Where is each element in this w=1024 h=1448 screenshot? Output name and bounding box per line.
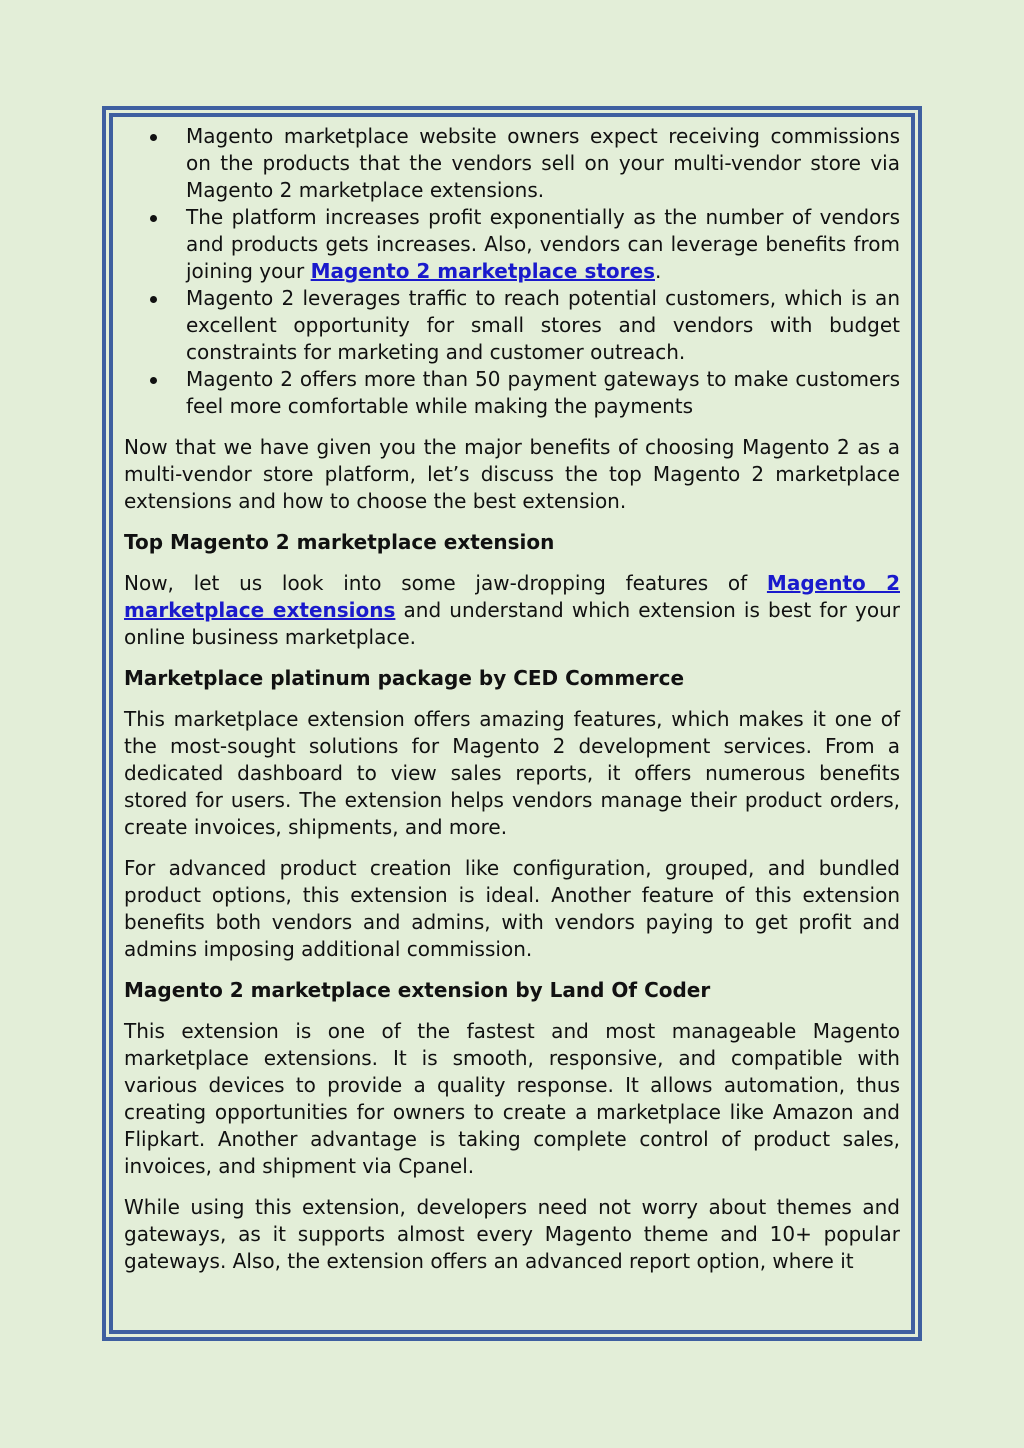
list-item-text: Magento 2 offers more than 50 payment gateways to make customers feel more comfortable while making the payments: [186, 367, 900, 418]
marketplace-extensions-link[interactable]: Magento 2 marketplace extensions: [124, 571, 900, 622]
section-heading: Magento 2 marketplace extension by Land Of Coder: [124, 978, 711, 1002]
section-heading: Marketplace platinum package by CED Commerce: [124, 666, 685, 690]
section-paragraph: While using this extension, developers need not worry about themes and gateways, as it supports almost every Magento theme and 10+ popular gateways. Also, the extension offers an advanced report option, where it: [124, 1195, 900, 1273]
list-item-text-end: .: [654, 259, 662, 283]
bullet-icon: [150, 215, 157, 222]
section-paragraph: This extension is one of the fastest and most manageable Magento marketplace extensions. It is smooth, responsive, and compatible with various devices to provide a quality response. It allows automation, thus creating opportunities for owners to create a marketplace like Amazon and Flipkart. Another advantage is taking complete control of product sales, invoices, and shipment via Cpanel.: [124, 1019, 900, 1178]
section-heading: Top Magento 2 marketplace extension: [124, 530, 555, 554]
list-item: [186, 285, 900, 366]
section-paragraph: This marketplace extension offers amazing features, which makes it one of the most-sought solutions for Magento 2 development services. From a dedicated dashboard to view sales reports, it offers numerous benefits stored for users. The extension helps vendors manage their product orders, create invoices, shipments, and more.: [124, 707, 900, 839]
benefits-list: [124, 123, 900, 420]
section-paragraph: For advanced product creation like configuration, grouped, and bundled product options, this extension is ideal. Another feature of this extension benefits both vendors and admins, with vendors paying to get profit and admins imposing additional commission.: [124, 856, 900, 961]
paragraph-text: Now, let us look into some jaw-dropping features of: [124, 571, 767, 595]
list-item-text: The platform increases profit exponentially as the number of vendors and products gets increases. Also, vendors can leverage benefits from joining your: [186, 205, 900, 283]
section-paragraph: [124, 570, 900, 651]
intro-paragraph: Now that we have given you the major benefits of choosing Magento 2 as a multi-vendor store platform, let’s discuss the top Magento 2 marketplace extensions and how to choose the best extension.: [124, 435, 900, 513]
paragraph-text-end: and understand which extension is best for your online business marketplace.: [124, 598, 901, 649]
marketplace-stores-link[interactable]: Magento 2 marketplace stores: [310, 259, 655, 283]
list-item-text: Magento 2 leverages traffic to reach potential customers, which is an excellent opportunity for small stores and vendors with budget constraints for marketing and customer outreach.: [186, 286, 900, 364]
document-body: [124, 123, 900, 1275]
list-item: [186, 123, 900, 204]
list-item: [186, 366, 900, 420]
bullet-icon: [150, 377, 157, 384]
list-item: [186, 204, 900, 285]
bullet-icon: [150, 296, 157, 303]
list-item-text: Magento marketplace website owners expect receiving commissions on the products that the vendors sell on your multi-vendor store via Magento 2 marketplace extensions.: [186, 124, 900, 202]
bullet-icon: [150, 134, 157, 141]
